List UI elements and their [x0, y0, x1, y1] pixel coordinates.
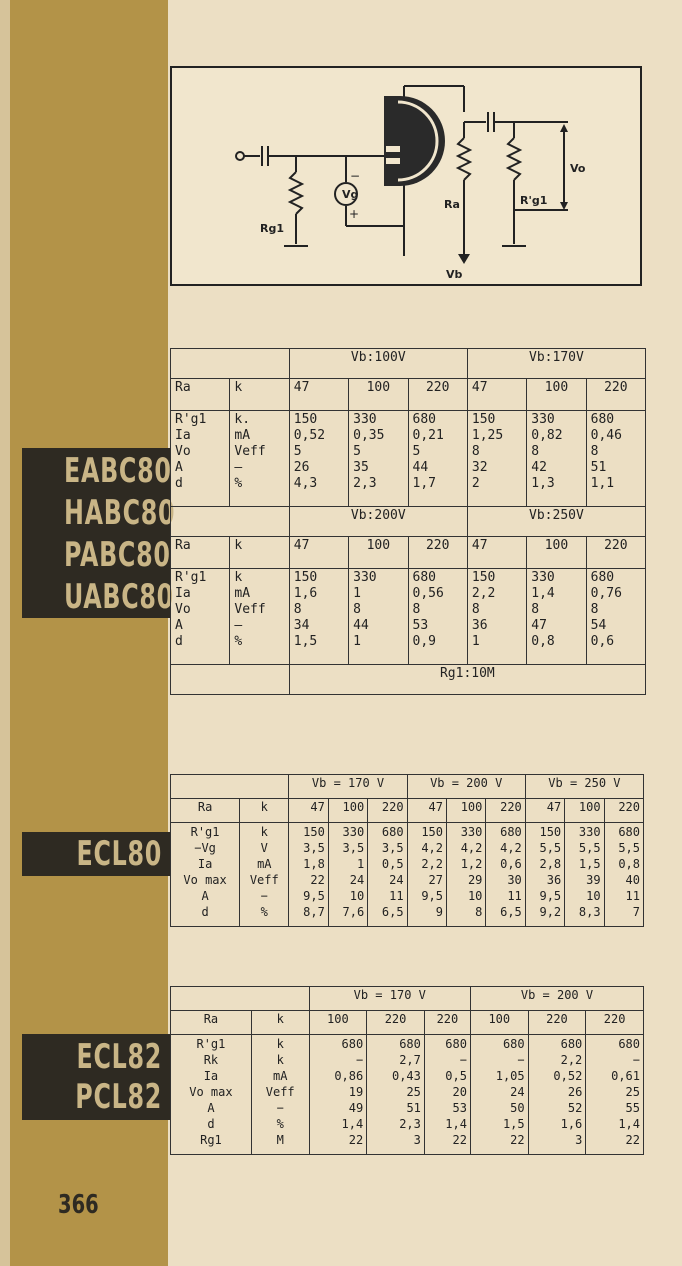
row-units — [230, 411, 289, 507]
rg1-prime-label: R'g1 — [520, 194, 548, 207]
data-column: 150 5,5 2,8 36 9,5 9,2 — [525, 823, 564, 927]
ra-label: Ra — [171, 1011, 252, 1035]
row-unit: Veff — [234, 444, 266, 459]
table-ecl82 — [170, 986, 644, 1155]
circuit-schematic — [172, 68, 640, 284]
ra-label: Ra — [444, 198, 460, 211]
ra-value: 220 — [586, 1011, 644, 1035]
data-column: 150 2,2 8 36 1 — [467, 569, 526, 665]
ra-unit: k — [251, 1011, 309, 1035]
table-row — [171, 379, 646, 411]
ra-value: 220 — [408, 537, 467, 569]
ra-value: 100 — [349, 379, 408, 411]
data-column: 680 5,5 0,8 40 11 7 — [604, 823, 643, 927]
row-unit: — — [234, 460, 243, 475]
tube-name: ECL82 — [76, 1037, 162, 1077]
data-column: 680 0,46 8 51 1,1 — [586, 411, 645, 507]
data-column: 150 1,25 8 32 2 — [467, 411, 526, 507]
vg-label: Vg — [342, 188, 359, 201]
row-unit: % — [234, 476, 243, 491]
ra-value: 47 — [289, 537, 348, 569]
row-label: A — [175, 618, 183, 633]
ra-value: 220 — [586, 379, 645, 411]
table-row — [171, 507, 646, 537]
row-label: d — [175, 634, 183, 649]
table-row — [171, 987, 644, 1011]
ra-value: 220 — [486, 799, 525, 823]
table-row — [171, 349, 646, 379]
data-column: 680 0,76 8 54 0,6 — [586, 569, 645, 665]
table-row — [171, 665, 646, 695]
vo-label: Vo — [570, 162, 586, 175]
ra-value: 100 — [447, 799, 486, 823]
row-labels — [171, 569, 230, 665]
row-label: Ia — [175, 428, 191, 443]
data-column: 680 0,56 8 53 0,9 — [408, 569, 467, 665]
tube-name: UABC80 — [64, 577, 174, 617]
ra-unit: k — [230, 379, 289, 411]
ra-value: 220 — [367, 1011, 425, 1035]
header-vb: Vb = 170 V — [309, 987, 470, 1011]
minus-label: − — [350, 169, 361, 183]
rg1-label: Rg1 — [260, 222, 284, 235]
data-column: 680 2,7 0,43 25 51 2,3 3 — [367, 1035, 425, 1155]
ra-value: 100 — [527, 537, 586, 569]
ra-value: 220 — [604, 799, 643, 823]
ra-value: 47 — [525, 799, 564, 823]
tube-name: HABC80 — [64, 493, 176, 533]
table-ecl80 — [170, 774, 644, 927]
header-vb: Vb = 200 V — [470, 987, 643, 1011]
plus-label: + — [349, 207, 360, 221]
table-eabc80 — [170, 348, 646, 695]
data-column: 330 0,35 5 35 2,3 — [349, 411, 408, 507]
row-unit: Veff — [234, 602, 266, 617]
data-column: 330 0,82 8 42 1,3 — [527, 411, 586, 507]
row-unit: % — [234, 634, 243, 649]
ra-value: 220 — [424, 1011, 470, 1035]
table-row — [171, 1011, 644, 1035]
tube-label-group2 — [22, 832, 170, 876]
ra-value: 220 — [408, 379, 467, 411]
ra-value: 100 — [349, 537, 408, 569]
data-column: 150 1,6 8 34 1,5 — [289, 569, 348, 665]
ra-label: Ra — [171, 799, 240, 823]
ra-value: 47 — [289, 799, 328, 823]
circuit-diagram — [170, 66, 642, 286]
data-column: 150 4,2 2,2 27 9,5 9 — [407, 823, 446, 927]
ra-value: 47 — [407, 799, 446, 823]
data-column: 680 4,2 0,6 30 11 6,5 — [486, 823, 525, 927]
row-label: Vo — [175, 602, 191, 617]
ra-value: 100 — [527, 379, 586, 411]
row-label: Ia — [175, 586, 191, 601]
data-column: 150 3,5 1,8 22 9,5 8,7 — [289, 823, 328, 927]
data-column: 680 3,5 0,5 24 11 6,5 — [368, 823, 407, 927]
row-unit: — — [234, 618, 243, 633]
data-column: 680 − 1,05 24 50 1,5 22 — [470, 1035, 528, 1155]
page-edge — [0, 0, 10, 1266]
data-column: 680 − 0,86 19 49 1,4 22 — [309, 1035, 367, 1155]
row-labels: R'g1 −Vg Ia Vo max A d — [171, 823, 240, 927]
table-row — [171, 823, 644, 927]
tube-name: PCL82 — [75, 1077, 162, 1117]
header-vb170: Vb:170V — [467, 349, 645, 379]
data-column: 330 1,4 8 47 0,8 — [527, 569, 586, 665]
data-column: 330 5,5 1,5 39 10 8,3 — [565, 823, 604, 927]
row-label: Vo — [175, 444, 191, 459]
data-column: 330 4,2 1,2 29 10 8 — [447, 823, 486, 927]
row-unit: mA — [234, 586, 251, 601]
row-label: R'g1 — [175, 412, 207, 427]
ra-value: 100 — [309, 1011, 367, 1035]
ra-value: 47 — [467, 537, 526, 569]
table-row — [171, 1035, 644, 1155]
row-units: k k mA Veff − % M — [251, 1035, 309, 1155]
data-column: 150 0,52 5 26 4,3 — [289, 411, 348, 507]
row-label: d — [175, 476, 183, 491]
ra-label: Ra — [171, 537, 230, 569]
data-column: 680 2,2 0,52 26 52 1,6 3 — [528, 1035, 586, 1155]
row-unit: k. — [234, 412, 251, 427]
header-vb: Vb = 250 V — [525, 775, 643, 799]
table-row — [171, 799, 644, 823]
header-vb200: Vb:200V — [289, 507, 467, 537]
ra-value: 100 — [470, 1011, 528, 1035]
row-labels — [171, 411, 230, 507]
ra-unit: k — [240, 799, 289, 823]
page-number: 366 — [58, 1190, 99, 1220]
ra-label: Ra — [171, 379, 230, 411]
tube-name: PABC80 — [64, 535, 171, 575]
ra-value: 47 — [289, 379, 348, 411]
row-label: A — [175, 460, 183, 475]
ra-unit: k — [230, 537, 289, 569]
ra-value: 100 — [565, 799, 604, 823]
table-row — [171, 537, 646, 569]
header-vb250: Vb:250V — [467, 507, 645, 537]
row-unit: k — [234, 570, 243, 585]
table-row — [171, 411, 646, 507]
header-vb: Vb = 200 V — [407, 775, 525, 799]
table-row — [171, 775, 644, 799]
row-units: k V mA Veff − % — [240, 823, 289, 927]
data-column: 680 − 0,5 20 53 1,4 22 — [424, 1035, 470, 1155]
tube-label-group3 — [22, 1034, 170, 1120]
ra-value: 220 — [368, 799, 407, 823]
tube-name: ECL80 — [76, 834, 162, 874]
row-label: R'g1 — [175, 570, 207, 585]
ra-value: 220 — [528, 1011, 586, 1035]
vb-label: Vb — [446, 268, 463, 281]
row-units — [230, 569, 289, 665]
row-unit: mA — [234, 428, 251, 443]
header-vb100: Vb:100V — [289, 349, 467, 379]
data-column: 330 1 8 44 1 — [349, 569, 408, 665]
table-row — [171, 569, 646, 665]
tube-label-group1 — [22, 448, 176, 618]
footer-rg1: Rg1:10M — [289, 665, 645, 695]
data-column: 680 0,21 5 44 1,7 — [408, 411, 467, 507]
tube-name: EABC80 — [64, 451, 172, 491]
ra-value: 47 — [467, 379, 526, 411]
data-column: 680 − 0,61 25 55 1,4 22 — [586, 1035, 644, 1155]
header-vb: Vb = 170 V — [289, 775, 407, 799]
data-column: 330 3,5 1 24 10 7,6 — [328, 823, 367, 927]
ra-value: 100 — [328, 799, 367, 823]
ra-value: 220 — [586, 537, 645, 569]
row-labels: R'g1 Rk Ia Vo max A d Rg1 — [171, 1035, 252, 1155]
